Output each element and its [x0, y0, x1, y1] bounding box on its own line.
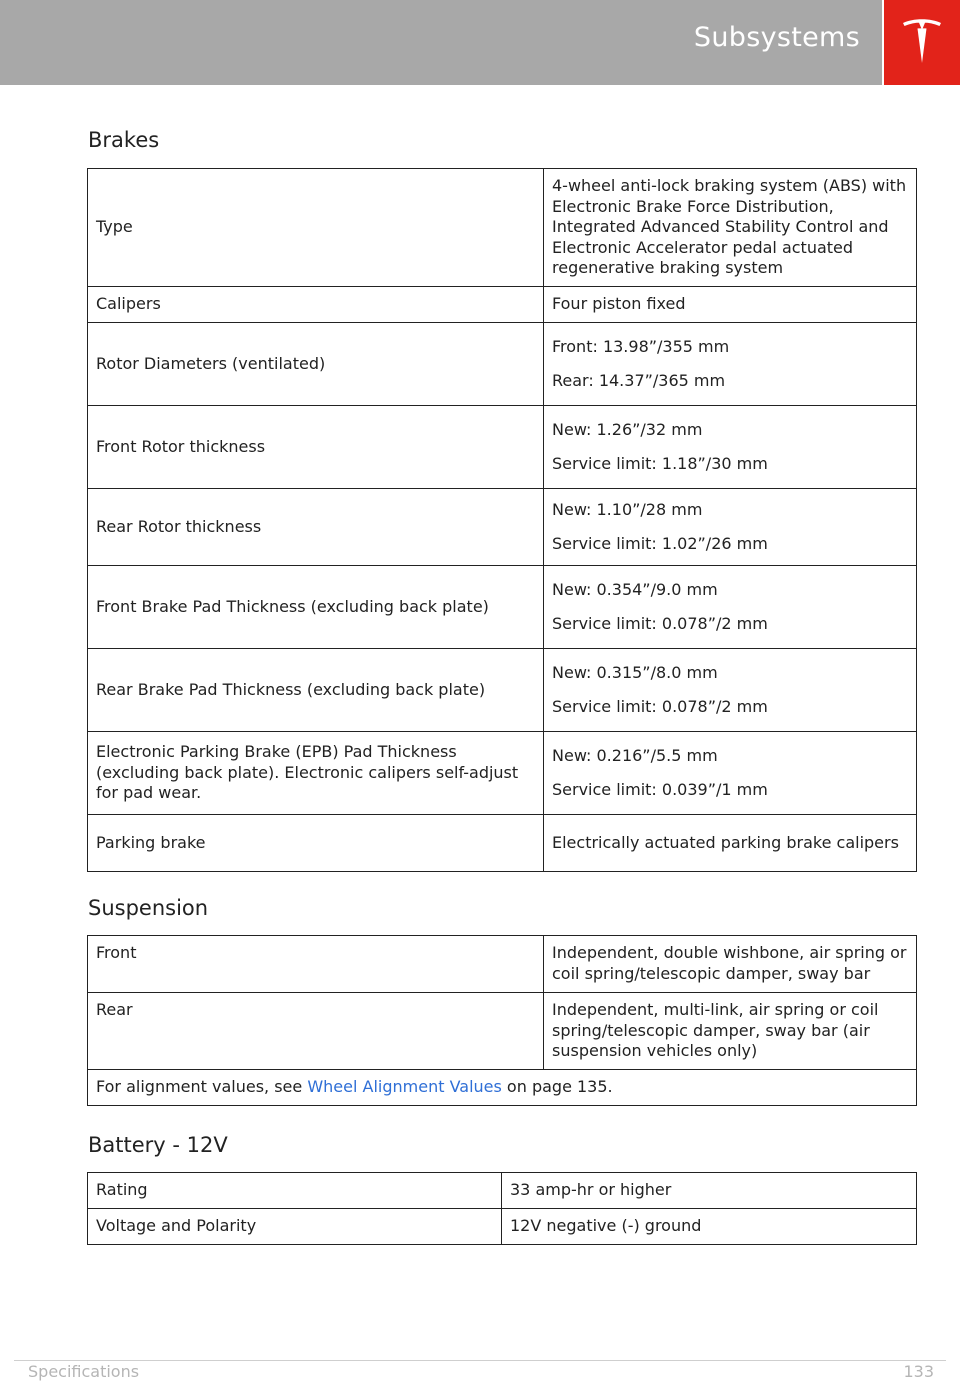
table-row [88, 287, 917, 323]
spec-value-text: 4-wheel anti-lock braking system (ABS) with Electronic Brake Force Distribution, Integrated Advanced Stability Control and Electronic Accelerator pedal actuated regenerative braking system [552, 176, 907, 278]
spec-label: Type [88, 169, 544, 287]
spec-label: Rear [88, 993, 544, 1070]
spec-value: Independent, multi-link, air spring or coil spring/telescopic damper, sway bar (air suspension vehicles only) [544, 993, 917, 1070]
table-row [88, 323, 917, 406]
wheel-alignment-link[interactable]: Wheel Alignment Values [307, 1077, 502, 1097]
footer-section-name: Specifications [28, 1362, 140, 1381]
table-row [88, 406, 917, 489]
spec-value: 12V negative (-) ground [502, 1209, 917, 1245]
footer-divider [14, 1360, 946, 1361]
spec-value-text: New: 0.354”/9.0 mm [552, 579, 718, 599]
spec-value-text: New: 1.26”/32 mm [552, 419, 703, 439]
spec-label: Voltage and Polarity [88, 1209, 502, 1245]
spec-label: Front Rotor thickness [88, 406, 544, 489]
spec-label: Rear Rotor thickness [88, 489, 544, 566]
spec-label: Rating [88, 1173, 502, 1209]
spec-label: Front Brake Pad Thickness (excluding back plate) [88, 566, 544, 649]
spec-label: Front [88, 936, 544, 993]
brakes-table [87, 168, 917, 872]
spec-label: Rotor Diameters (ventilated) [88, 323, 544, 406]
spec-value [544, 732, 917, 815]
table-row [88, 815, 917, 872]
tesla-logo-icon [901, 17, 943, 67]
spec-value-text: Rear: 14.37”/365 mm [552, 370, 726, 390]
spec-value [544, 323, 917, 406]
brakes-section-title: Brakes [88, 128, 160, 152]
spec-value [544, 566, 917, 649]
battery-table [87, 1172, 917, 1245]
table-row [88, 1173, 917, 1209]
spec-value-text: Service limit: 0.078”/2 mm [552, 613, 768, 633]
suspension-section-title: Suspension [88, 896, 209, 920]
spec-value-text: Four piston fixed [552, 294, 686, 314]
spec-label: Calipers [88, 287, 544, 323]
spec-value-text: New: 0.216”/5.5 mm [552, 745, 718, 765]
spec-value [544, 406, 917, 489]
spec-value: 33 amp-hr or higher [502, 1173, 917, 1209]
note-prefix: For alignment values, see [96, 1077, 308, 1097]
spec-value-text: Service limit: 0.078”/2 mm [552, 696, 768, 716]
spec-value: Independent, double wishbone, air spring or coil spring/telescopic damper, sway bar [544, 936, 917, 993]
spec-value-text: Service limit: 1.18”/30 mm [552, 453, 768, 473]
spec-value [544, 649, 917, 732]
spec-value-text: Front: 13.98”/355 mm [552, 336, 730, 356]
page-title: Subsystems [693, 22, 860, 53]
brand-logo-box [884, 0, 960, 85]
spec-value [544, 169, 917, 287]
table-row [88, 732, 917, 815]
spec-value-text: New: 1.10”/28 mm [552, 499, 703, 519]
battery-section-title: Battery - 12V [88, 1133, 228, 1157]
spec-value [544, 287, 917, 323]
table-row [88, 489, 917, 566]
table-row [88, 936, 917, 993]
spec-value-text: New: 0.315”/8.0 mm [552, 662, 718, 682]
spec-value-text: Electrically actuated parking brake calipers [552, 832, 899, 852]
header-band [0, 0, 882, 85]
suspension-table [87, 935, 917, 1106]
table-row [88, 566, 917, 649]
table-row [88, 1070, 917, 1106]
table-row [88, 993, 917, 1070]
spec-value-text: Service limit: 0.039”/1 mm [552, 779, 768, 799]
alignment-note [88, 1070, 917, 1106]
spec-label: Rear Brake Pad Thickness (excluding back plate) [88, 649, 544, 732]
spec-value [544, 815, 917, 872]
table-row [88, 169, 917, 287]
spec-label: Electronic Parking Brake (EPB) Pad Thickness (excluding back plate). Electronic calipers self-adjust for pad wear. [88, 732, 544, 815]
spec-label: Parking brake [88, 815, 544, 872]
page-number: 133 [903, 1362, 934, 1381]
spec-value [544, 489, 917, 566]
table-row [88, 649, 917, 732]
table-row [88, 1209, 917, 1245]
spec-value-text: Service limit: 1.02”/26 mm [552, 533, 768, 553]
note-suffix: on page 135. [501, 1077, 613, 1097]
